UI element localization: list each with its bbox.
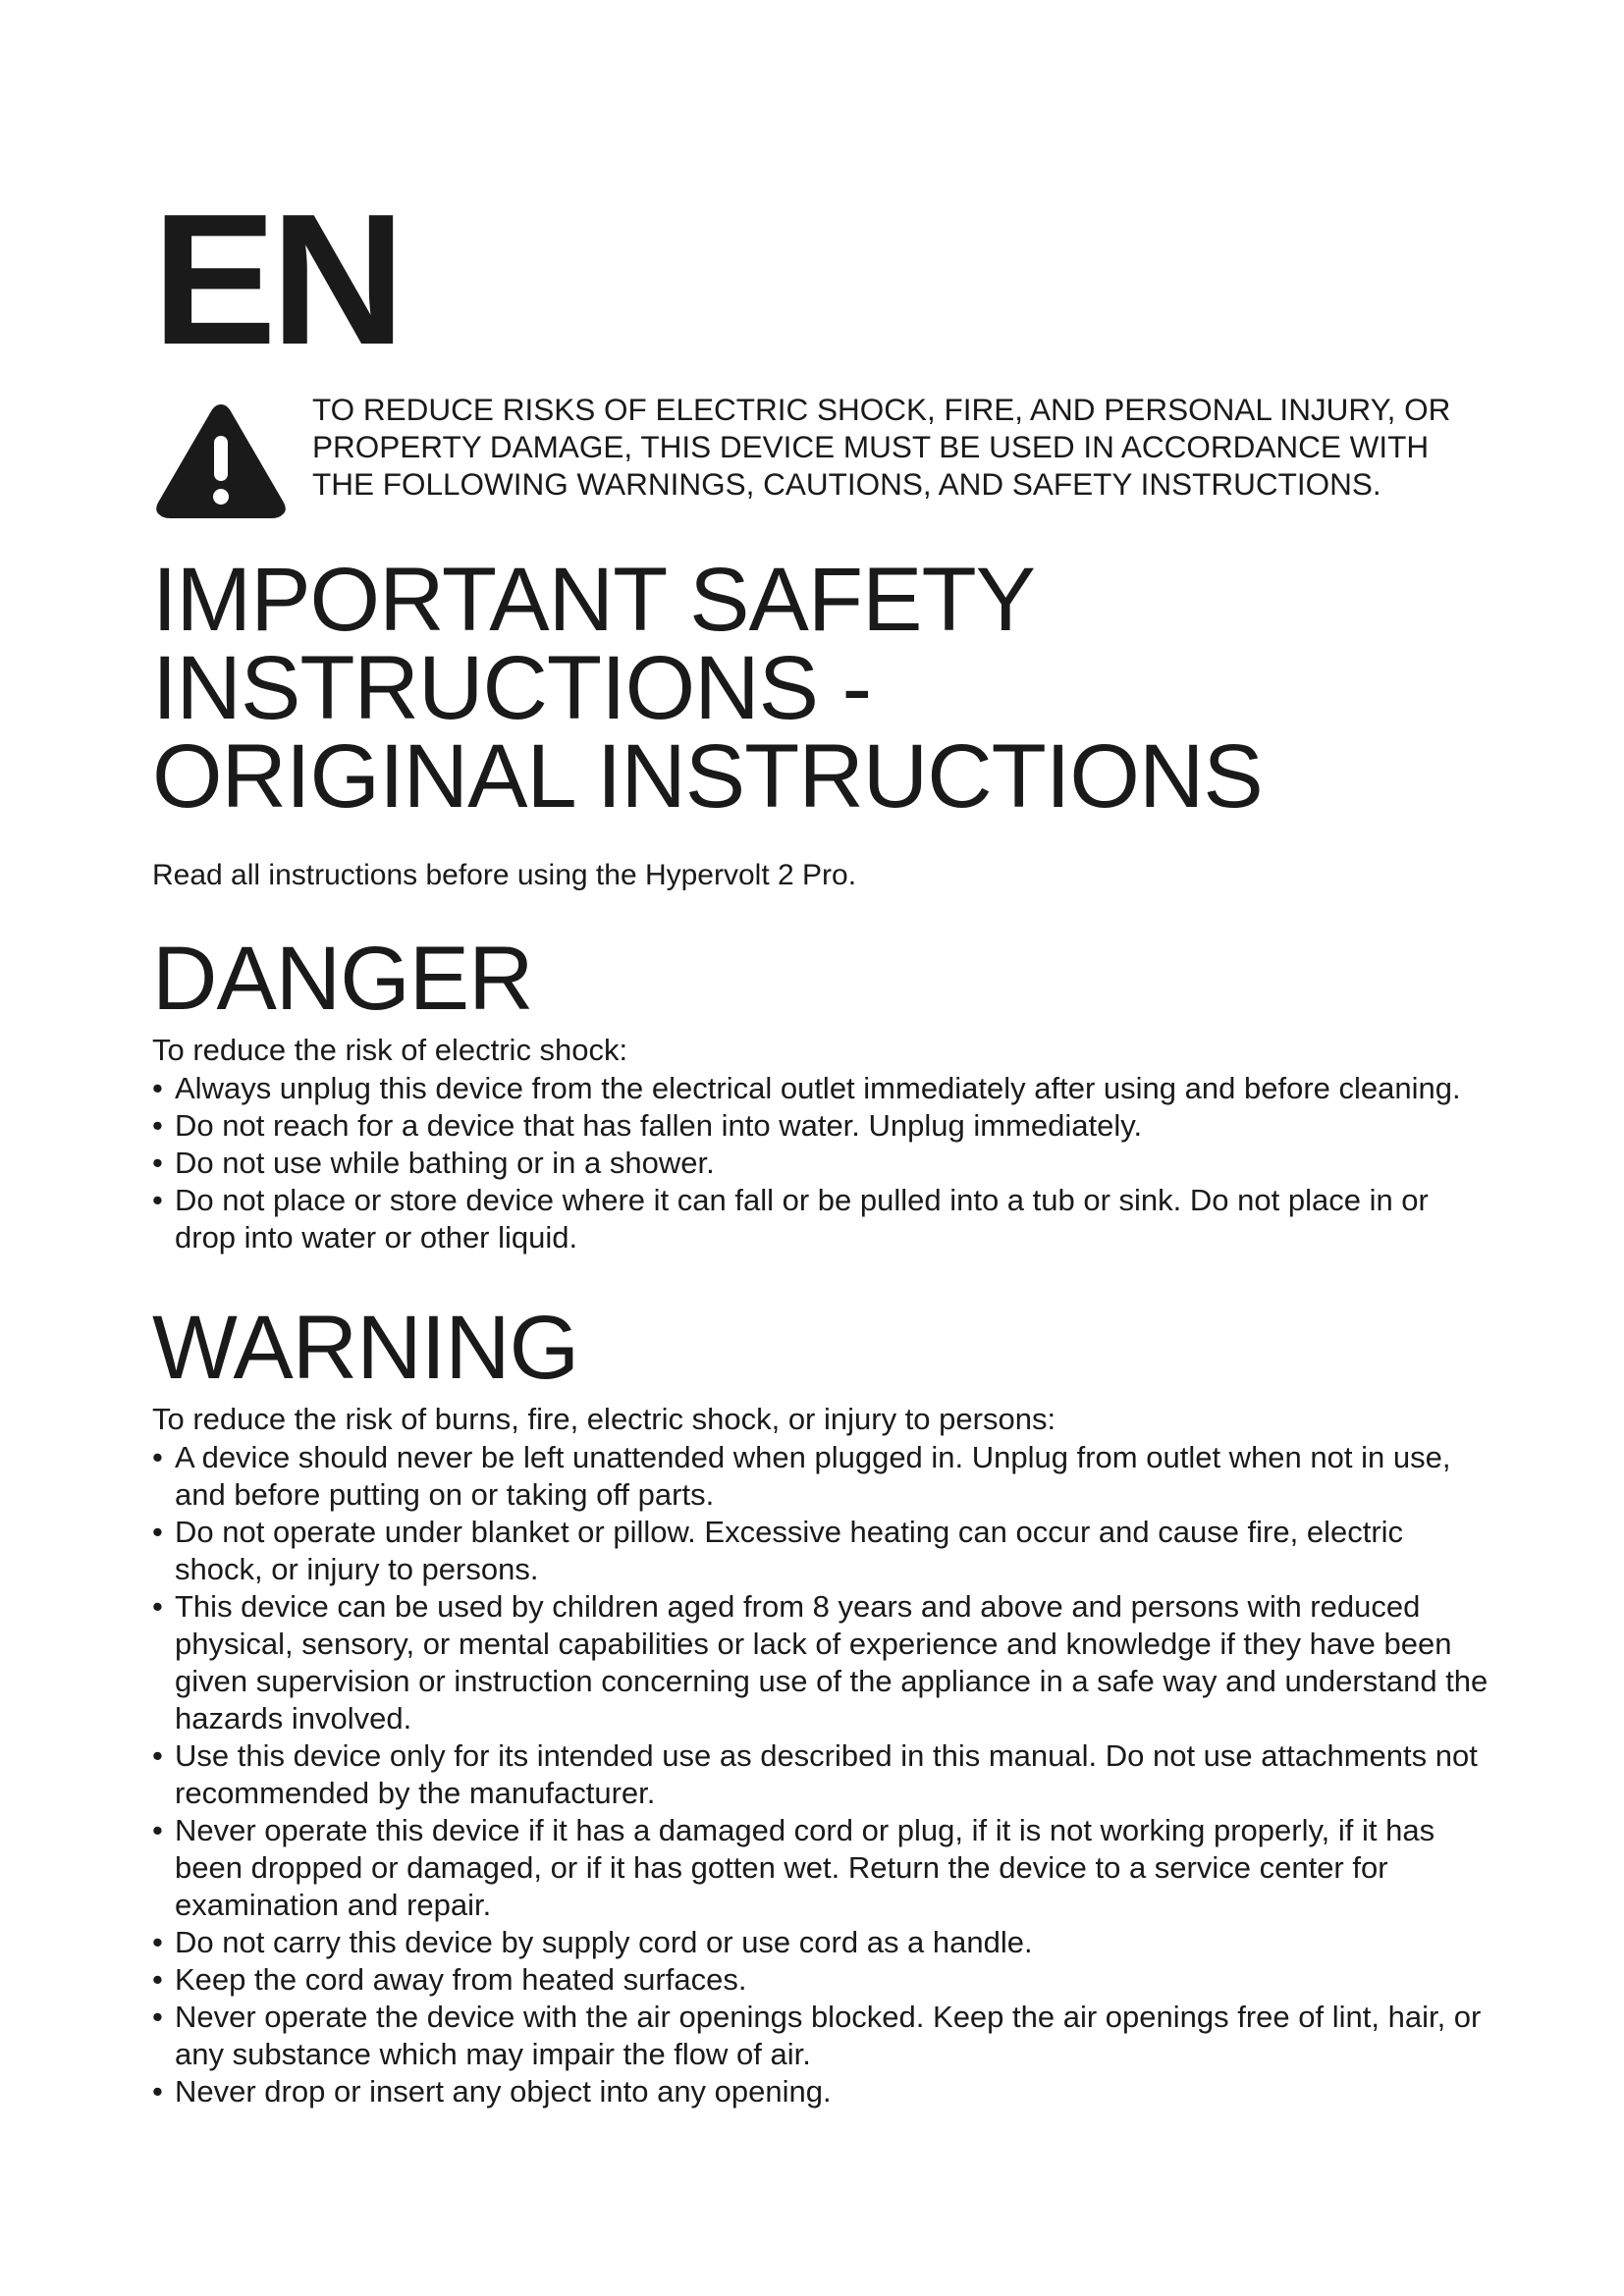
document-page — [152, 176, 1497, 2110]
list-item: • Do not use while bathing or in a shower. — [152, 1145, 1497, 1182]
warning-lead: To reduce the risk of burns, fire, electric shock, or injury to persons: — [152, 1402, 1056, 1436]
list-item: • Do not operate under blanket or pillow. Excessive heating can occur and cause fire, electric shock, or injury to persons. — [152, 1514, 1497, 1588]
list-item: • Never operate this device if it has a damaged cord or plug, if it is not working properly, if it has been dropped or damaged, or if it has gotten wet. Return the device to a service center for examination and repair. — [152, 1812, 1497, 1924]
warning-triangle-icon — [152, 399, 290, 520]
warning-list — [152, 1439, 1497, 2110]
warning-notice-text: TO REDUCE RISKS OF ELECTRIC SHOCK, FIRE, AND PERSONAL INJURY, OR PROPERTY DAMAGE, THIS DEVICE MUST BE USED IN ACCORDANCE WITH THE FOLLOWING WARNINGS, CAUTIONS, AND SAFETY INSTRUCTIONS. — [312, 392, 1451, 502]
danger-list — [152, 1070, 1497, 1256]
list-item: • Use this device only for its intended use as described in this manual. Do not use attachments not recommended by the manufacturer. — [152, 1737, 1497, 1812]
warning-heading: WARNING — [152, 1298, 579, 1398]
list-item: • A device should never be left unattended when plugged in. Unplug from outlet when not in use, and before putting on or taking off parts. — [152, 1439, 1497, 1514]
danger-section — [152, 929, 1497, 1256]
title-line: INSTRUCTIONS - — [152, 638, 872, 738]
list-item: • Never operate the device with the air openings blocked. Keep the air openings free of lint, hair, or any substance which may impair the flow of air. — [152, 1999, 1497, 2073]
warning-notice-block — [152, 391, 1497, 520]
list-item: • Do not place or store device where it can fall or be pulled into a tub or sink. Do not place in or drop into water or other liquid. — [152, 1182, 1497, 1256]
list-item: • Always unplug this device from the electrical outlet immediately after using and before cleaning. — [152, 1070, 1497, 1107]
page-title — [152, 550, 1497, 827]
list-item: • Do not reach for a device that has fallen into water. Unplug immediately. — [152, 1107, 1497, 1145]
intro-text: Read all instructions before using the Hypervolt 2 Pro. — [152, 859, 857, 891]
danger-lead: To reduce the risk of electric shock: — [152, 1033, 628, 1067]
language-code: EN — [152, 176, 400, 384]
danger-heading: DANGER — [152, 929, 533, 1029]
list-item: • Do not carry this device by supply cord or use cord as a handle. — [152, 1924, 1497, 1961]
list-item: • This device can be used by children aged from 8 years and above and persons with reduced physical, sensory, or mental capabilities or lack of experience and knowledge if they have been given supervision or instruction concerning use of the appliance in a safe way and understand the hazards involved. — [152, 1588, 1497, 1737]
list-item: • Keep the cord away from heated surfaces. — [152, 1961, 1497, 1999]
warning-section — [152, 1298, 1497, 2110]
title-line: ORIGINAL INSTRUCTIONS — [152, 726, 1263, 827]
title-line: IMPORTANT SAFETY — [152, 550, 1036, 650]
list-item: • Never drop or insert any object into any opening. — [152, 2073, 1497, 2110]
